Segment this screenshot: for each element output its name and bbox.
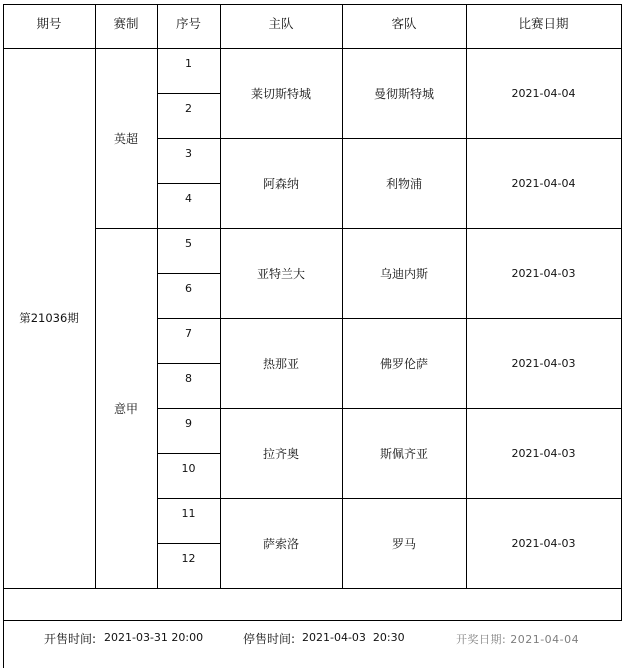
seq-cell: 10	[181, 462, 196, 475]
header-seq: 序号	[175, 16, 201, 31]
seq-cell: 1	[185, 57, 192, 70]
header-period: 期号	[36, 16, 62, 31]
sale-start-value: 2021-03-31 20:00	[104, 631, 204, 644]
match-date: 2021-04-03	[511, 446, 576, 460]
match-away-team: 罗马	[391, 536, 416, 551]
sale-start-label: 开售时间:	[44, 632, 97, 646]
header-away: 客队	[391, 16, 417, 31]
sale-info-footer	[0, 626, 622, 648]
seq-cell: 2	[185, 102, 192, 115]
seq-cell: 5	[185, 237, 192, 250]
sale-stop-label: 停售时间:	[243, 632, 296, 646]
match-date: 2021-04-04	[511, 176, 576, 190]
sale-stop-value: 2021-04-03 20:30	[302, 631, 405, 644]
header-home: 主队	[268, 16, 294, 31]
header-league: 赛制	[113, 16, 139, 31]
rule-right	[621, 4, 622, 621]
match-home-team: 萨索洛	[262, 536, 299, 551]
seq-cell: 6	[185, 282, 192, 295]
league-cell-serie-a: 意甲	[113, 401, 138, 416]
header-date: 比赛日期	[518, 16, 569, 31]
rule-footer-top	[3, 620, 621, 621]
match-away-team: 佛罗伦萨	[379, 356, 428, 371]
match-away-team: 乌迪内斯	[379, 266, 428, 281]
match-home-team: 拉齐奥	[262, 446, 299, 461]
match-home-team: 亚特兰大	[256, 266, 305, 281]
match-home-team: 莱切斯特城	[250, 86, 311, 101]
period-cell: 第21036期	[19, 311, 79, 325]
match-date: 2021-04-03	[511, 266, 576, 280]
seq-cell: 9	[185, 417, 192, 430]
seq-cell: 8	[185, 372, 192, 385]
seq-cell: 4	[185, 192, 192, 205]
seq-cell: 11	[181, 507, 196, 520]
match-date: 2021-04-04	[511, 86, 576, 100]
league-cell-premier: 英超	[113, 131, 138, 146]
match-home-team: 热那亚	[262, 356, 299, 371]
match-home-team: 阿森纳	[262, 176, 299, 191]
seq-cell: 3	[185, 147, 192, 160]
match-away-team: 利物浦	[385, 176, 422, 191]
match-date: 2021-04-03	[511, 356, 576, 370]
draw-date-text: 开奖日期: 2021-04-04	[456, 633, 580, 646]
seq-cell: 7	[185, 327, 192, 340]
seq-cell: 12	[181, 552, 196, 565]
match-date: 2021-04-03	[511, 536, 576, 550]
match-away-team: 斯佩齐亚	[379, 446, 428, 461]
match-away-team: 曼彻斯特城	[373, 86, 434, 101]
